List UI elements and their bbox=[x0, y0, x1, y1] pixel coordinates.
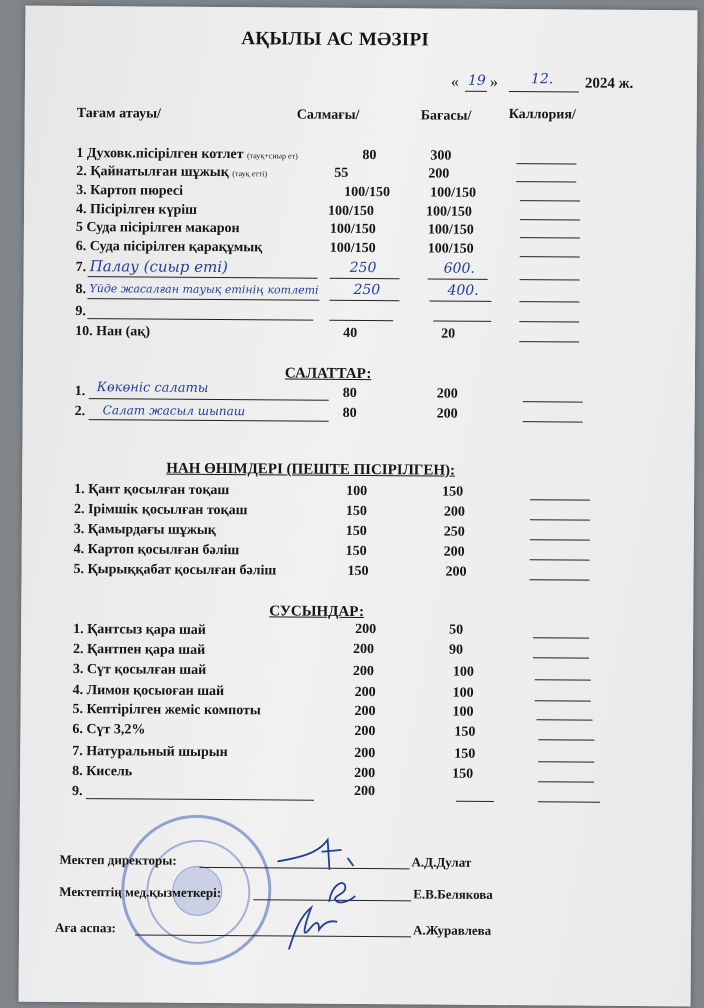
drink-item-weight: 200 bbox=[354, 723, 376, 740]
bakery-item-price: 250 bbox=[443, 524, 465, 540]
salad-hw-name: Салат жасыл шыпаш bbox=[102, 403, 246, 419]
header-name: Тағам атауы/ bbox=[76, 106, 161, 122]
chef-signature bbox=[275, 899, 355, 956]
drinks-title: СУСЫНДАР: bbox=[269, 603, 365, 621]
weight-blank bbox=[330, 278, 400, 279]
calorie-blank bbox=[538, 781, 594, 782]
main-item-price: 200 bbox=[428, 166, 450, 182]
date-day-line bbox=[465, 91, 487, 92]
main-item-weight: 55 bbox=[334, 165, 349, 181]
bakery-item-weight: 150 bbox=[347, 563, 369, 580]
director-signature bbox=[269, 829, 379, 876]
main-item-price: 100/150 bbox=[426, 204, 472, 220]
drink-item-weight: 200 bbox=[352, 641, 375, 658]
drink-item-weight: 200 bbox=[353, 783, 376, 800]
calorie-blank bbox=[533, 637, 589, 638]
date-month: 12. bbox=[530, 71, 554, 88]
drink-item-label: 2. Қантпен қара шай bbox=[72, 642, 206, 658]
drink-item-price: 150 bbox=[452, 766, 474, 782]
main-item-label: 10. Нан (ақ) bbox=[75, 324, 151, 340]
handwritten-dish-name: Үйде жасалған тауық етінің котлеті bbox=[89, 282, 319, 297]
salad-label: 2. bbox=[74, 404, 86, 420]
name-blank bbox=[86, 798, 314, 801]
calorie-blank bbox=[538, 761, 594, 762]
bakery-item-label: 1. Қант қосылған тоқаш bbox=[74, 482, 230, 499]
header-price: Бағасы/ bbox=[420, 108, 472, 124]
handwritten-price: 600. bbox=[443, 260, 475, 277]
calorie-blank bbox=[516, 181, 576, 182]
drink-item-price: 150 bbox=[454, 724, 476, 740]
bakery-item-weight: 150 bbox=[345, 523, 367, 540]
calorie-blank bbox=[523, 401, 583, 402]
handwritten-weight: 250 bbox=[349, 259, 377, 277]
main-item-weight: 40 bbox=[343, 325, 358, 341]
main-item-weight: 100/150 bbox=[328, 203, 374, 220]
main-item-label: 4. Пісірілген күріш bbox=[76, 202, 198, 218]
salad-weight: 80 bbox=[342, 405, 357, 421]
calorie-blank bbox=[535, 700, 591, 701]
main-item-label: 9. bbox=[75, 304, 86, 320]
signature-role: Мектеп директоры: bbox=[59, 851, 177, 868]
drink-item-label: 7. Натуральный шырын bbox=[72, 744, 228, 761]
main-item-price: 100/150 bbox=[430, 185, 477, 201]
calorie-blank bbox=[530, 519, 590, 520]
drink-item-weight: 200 bbox=[354, 703, 376, 720]
name-blank bbox=[89, 398, 329, 401]
main-item-weight: 100/150 bbox=[344, 184, 391, 201]
drink-item-weight: 200 bbox=[354, 684, 376, 701]
signature-name: Е.В.Белякова bbox=[413, 886, 493, 902]
menu-sheet bbox=[19, 6, 698, 1007]
handwritten-weight: 250 bbox=[353, 281, 381, 299]
drink-item-label: 1. Қантсыз қара шай bbox=[73, 622, 206, 638]
main-item-price: 100/150 bbox=[427, 241, 474, 257]
drink-item-weight: 200 bbox=[352, 663, 374, 680]
bakery-title: НАН ӨНІМДЕРІ (ПЕШТЕ ПІСІРІЛГЕН): bbox=[166, 460, 456, 479]
main-item-label: 3. Картоп пюресі bbox=[76, 183, 184, 199]
main-item-price: 20 bbox=[441, 326, 456, 342]
calorie-blank bbox=[537, 719, 593, 720]
calorie-blank bbox=[520, 200, 580, 201]
price-blank bbox=[428, 278, 488, 279]
bakery-item-label: 5. Қырыққабат қосылған бәліш bbox=[73, 562, 277, 579]
name-blank bbox=[87, 298, 319, 301]
signature-name: А.Д.Дулат bbox=[411, 854, 472, 870]
name-blank bbox=[88, 276, 318, 279]
price-blank bbox=[456, 801, 494, 802]
calorie-blank bbox=[519, 301, 579, 302]
date-day: 19 bbox=[467, 72, 486, 89]
bakery-item-price: 200 bbox=[445, 564, 467, 580]
signature-role: Аға аспаз: bbox=[54, 919, 116, 936]
main-item-price: 100/150 bbox=[427, 222, 474, 238]
handwritten-dish-name: Палау (сиыр еті) bbox=[89, 257, 228, 277]
salad-hw-name: Көкөніс салаты bbox=[96, 380, 209, 396]
main-item-label: 1 Духовк.пісірілген котлет (тауқ+сиыр ет) bbox=[76, 146, 298, 163]
calorie-blank bbox=[530, 539, 590, 540]
salad-label: 1. bbox=[74, 384, 86, 400]
calorie-blank bbox=[523, 421, 583, 422]
main-item-label: 6. Суда пісірілген қарақұмық bbox=[75, 239, 263, 256]
drink-item-price: 100 bbox=[452, 664, 474, 680]
date-close-quote: » bbox=[489, 73, 499, 91]
drink-item-weight: 200 bbox=[354, 745, 376, 762]
drink-item-label: 4. Лимон қосыоған шай bbox=[72, 683, 225, 700]
drink-item-price: 100 bbox=[452, 704, 474, 720]
calorie-blank bbox=[538, 739, 594, 740]
weight-blank bbox=[329, 320, 393, 321]
main-item-weight: 100/150 bbox=[329, 240, 376, 257]
page-title: АҚЫЛЫ АС МӘЗІРІ bbox=[241, 28, 430, 51]
salad-price: 200 bbox=[436, 386, 458, 402]
name-blank bbox=[89, 419, 329, 422]
drink-item-label: 6. Сүт 3,2% bbox=[72, 722, 146, 738]
bakery-item-label: 3. Қамырдағы шұжық bbox=[73, 522, 216, 539]
main-item-price: 300 bbox=[430, 148, 452, 164]
bakery-item-weight: 150 bbox=[345, 543, 367, 560]
salads-title: САЛАТТАР: bbox=[284, 365, 372, 383]
drink-item-label: 5. Кептірілген жеміс компоты bbox=[72, 702, 261, 719]
calorie-blank bbox=[519, 321, 579, 322]
date-month-line bbox=[509, 91, 579, 92]
drink-item-weight: 200 bbox=[354, 765, 376, 782]
calorie-blank bbox=[520, 237, 580, 238]
bakery-item-weight: 100 bbox=[346, 483, 368, 500]
name-blank bbox=[87, 318, 313, 321]
drink-item-label: 8. Кисель bbox=[72, 764, 133, 780]
main-item-label: 2. Қайнатылған шұжық (тауқ етті) bbox=[76, 164, 268, 181]
calorie-blank bbox=[529, 579, 589, 580]
bakery-item-label: 2. Ірімшік қосылған тоқаш bbox=[73, 502, 248, 519]
weight-blank bbox=[329, 300, 399, 301]
header-calorie: Каллория/ bbox=[508, 107, 576, 123]
salad-weight: 80 bbox=[342, 385, 357, 401]
calorie-blank bbox=[530, 559, 590, 560]
price-blank bbox=[429, 300, 491, 301]
calorie-blank bbox=[516, 163, 576, 164]
calorie-blank bbox=[538, 801, 600, 802]
bakery-item-weight: 150 bbox=[345, 503, 368, 520]
calorie-blank bbox=[530, 499, 590, 500]
bakery-item-price: 200 bbox=[443, 544, 465, 560]
salad-price: 200 bbox=[436, 406, 458, 422]
drink-item-price: 90 bbox=[448, 642, 464, 658]
calorie-blank bbox=[519, 341, 579, 342]
calorie-blank bbox=[520, 279, 580, 280]
drink-item-label: 3. Сүт қосылған шай bbox=[72, 662, 207, 678]
bakery-item-price: 150 bbox=[442, 484, 464, 500]
calorie-blank bbox=[520, 256, 580, 257]
drink-item-label: 9. bbox=[71, 784, 83, 800]
header-weight: Салмағы/ bbox=[296, 107, 360, 124]
handwritten-price: 400. bbox=[447, 282, 479, 299]
calorie-blank bbox=[535, 679, 591, 680]
drink-item-price: 100 bbox=[452, 685, 474, 701]
main-item-label: 5 Суда пісірілген макарон bbox=[75, 220, 240, 237]
signature-role: Мектептің мед.қызметкері: bbox=[59, 883, 222, 901]
date-open-quote: « bbox=[450, 73, 460, 91]
signature-name: А.Журавлева bbox=[412, 922, 492, 938]
main-item-weight: 100/150 bbox=[329, 221, 376, 238]
calorie-blank bbox=[520, 219, 580, 220]
drink-item-price: 50 bbox=[449, 622, 464, 638]
date-year: 2024 ж. bbox=[584, 75, 634, 92]
drink-item-weight: 200 bbox=[355, 621, 377, 638]
price-blank bbox=[433, 321, 491, 322]
bakery-item-label: 4. Картоп қосылған бәліш bbox=[73, 542, 240, 559]
bakery-item-price: 200 bbox=[443, 504, 466, 520]
calorie-blank bbox=[533, 657, 589, 658]
main-item-label: 8. bbox=[75, 282, 87, 298]
main-item-weight: 80 bbox=[362, 148, 377, 164]
drink-item-price: 150 bbox=[454, 746, 476, 762]
main-item-label: 7. bbox=[75, 260, 87, 276]
